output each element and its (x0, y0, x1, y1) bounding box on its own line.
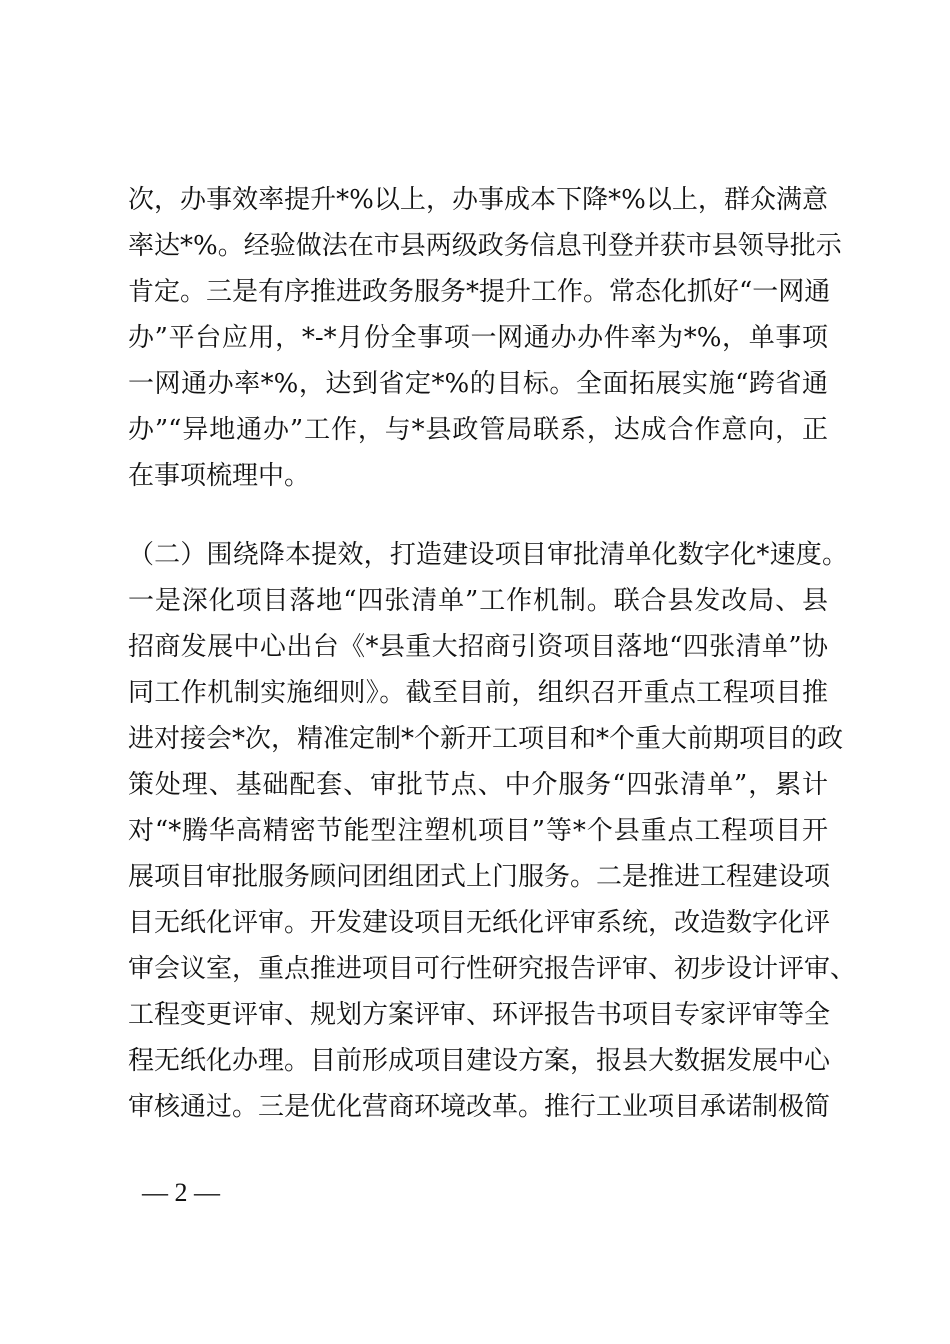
paragraph-2-line: 一是深化项目落地“四张清单”工作机制。联合县发改局、县 (128, 586, 828, 616)
paragraph-2-line: 招商发展中心出台《*县重大招商引资项目落地“四张清单”协 (128, 632, 828, 662)
paragraph-1-line: 办”平台应用，*-*月份全事项一网通办办件率为*%，单事项 (128, 323, 828, 353)
paragraph-1-line: 办”“异地通办”工作，与*县政管局联系，达成合作意向，正 (128, 415, 828, 445)
paragraph-2-line: 展项目审批服务顾问团组团式上门服务。二是推进工程建设项 (128, 862, 831, 892)
paragraph-1-line: 率达*%。经验做法在市县两级政务信息刊登并获市县领导批示 (128, 231, 842, 261)
paragraph-2-line: 对“*腾华高精密节能型注塑机项目”等*个县重点工程项目开 (128, 816, 828, 846)
paragraph-1-line: 肯定。三是有序推进政务服务*提升工作。常态化抓好“一网通 (128, 277, 831, 307)
paragraph-1-line: 一网通办率*%，达到省定*%的目标。全面拓展实施“跨省通 (128, 369, 828, 399)
paragraph-1-line: 次，办事效率提升*%以上，办事成本下降*%以上，群众满意 (128, 185, 828, 215)
paragraph-2-line: 程无纸化办理。目前形成项目建设方案，报县大数据发展中心 (128, 1046, 831, 1076)
paragraph-2-line: 同工作机制实施细则》。截至目前，组织召开重点工程项目推 (128, 678, 828, 708)
section-heading: （二）围绕降本提效，打造建设项目审批清单化数字化*速度。 (128, 540, 848, 570)
paragraph-2-line: 审会议室，重点推进项目可行性研究报告评审、初步设计评审、 (128, 954, 857, 984)
paragraph-2-line: 进对接会*次，精准定制*个新开工项目和*个重大前期项目的政 (128, 724, 844, 754)
paragraph-2-line: 目无纸化评审。开发建设项目无纸化评审系统，改造数字化评 (128, 908, 831, 938)
paragraph-2-line: 工程变更评审、规划方案评审、环评报告书项目专家评审等全 (128, 1000, 831, 1030)
paragraph-2-line: 策处理、基础配套、审批节点、中介服务“四张清单”，累计 (128, 770, 828, 800)
paragraph-2-line: 审核通过。三是优化营商环境改革。推行工业项目承诺制极简 (128, 1092, 831, 1122)
page-number: — 2 — (142, 1178, 220, 1207)
paragraph-1-line: 在事项梳理中。 (128, 461, 311, 491)
